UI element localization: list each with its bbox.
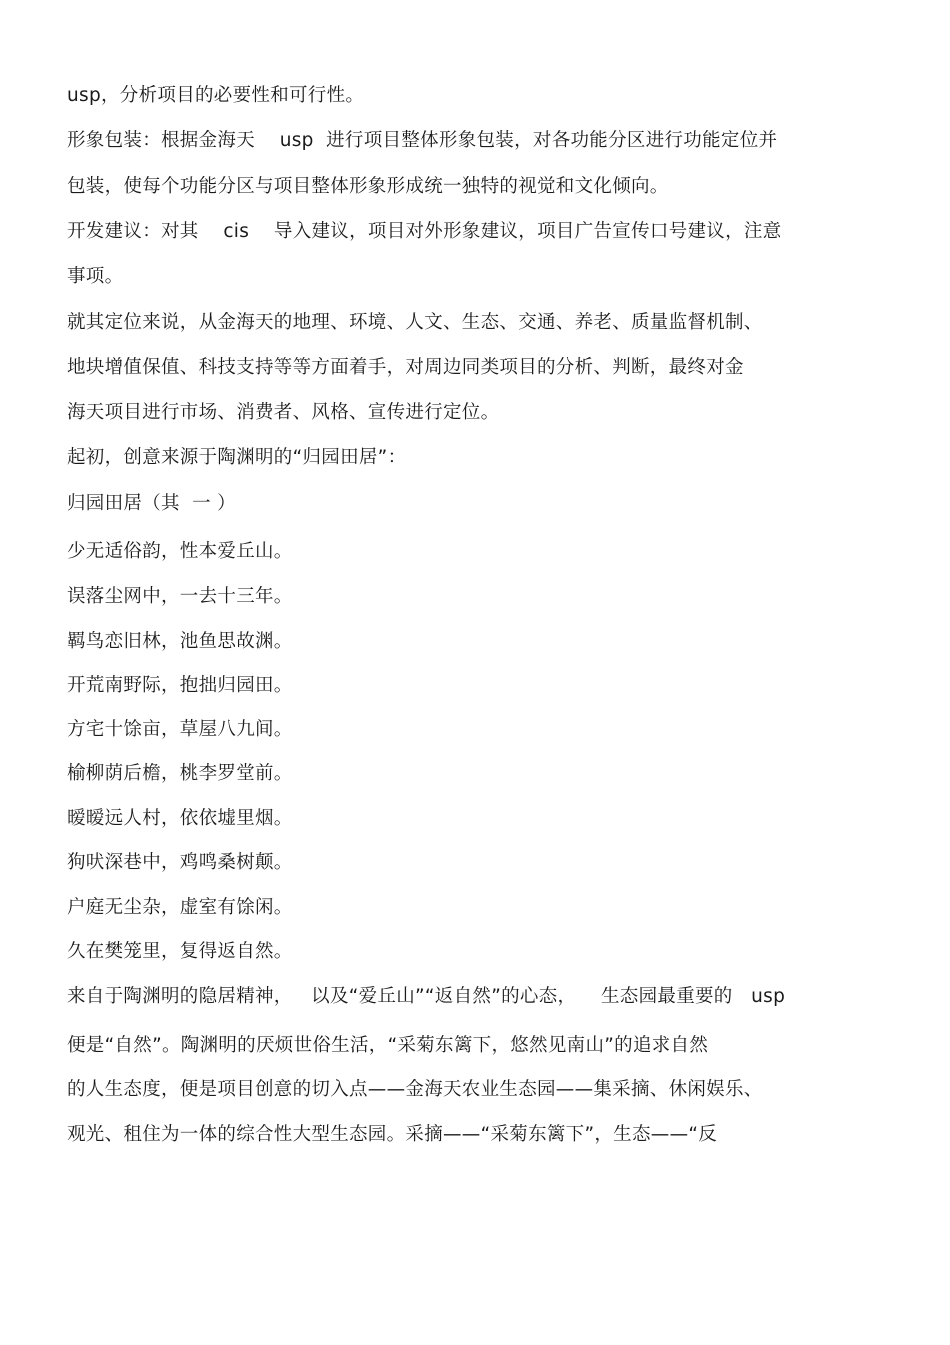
- text-line: 包装，使每个功能分区与项目整体形象形成统一独特的视觉和文化倾向。: [67, 176, 669, 197]
- text-line: usp，分析项目的必要性和可行性。: [67, 85, 365, 106]
- text-line: 起初，创意来源于陶渊明的“归园田居”：: [67, 447, 407, 468]
- poem-line: 久在樊笼里，复得返自然。: [67, 941, 293, 962]
- poem-line: 误落尘网中，一去十三年。: [67, 586, 293, 607]
- text-line: 观光、租住为一体的综合性大型生态园。采摘——“采菊东篱下”，生态——“反: [67, 1124, 718, 1145]
- text-line: 开发建议：对其 cis 导入建议，项目对外形象建议，项目广告宣传口号建议，注意: [67, 221, 782, 242]
- poem-line: 户庭无尘杂，虚室有馀闲。: [67, 897, 293, 918]
- text-line: 的人生态度，便是项目创意的切入点——金海天农业生态园——集采摘、休闲娱乐、: [67, 1079, 763, 1100]
- poem-line: 暧暧远人村，依依墟里烟。: [67, 808, 293, 829]
- poem-line: 方宅十馀亩，草屋八九间。: [67, 719, 293, 740]
- poem-title: 归园田居（其 一 ）: [67, 493, 236, 514]
- text-line: 海天项目进行市场、消费者、风格、宣传进行定位。: [67, 402, 500, 423]
- text-line: 形象包装：根据金海天 usp 进行项目整体形象包装，对各功能分区进行功能定位并: [67, 130, 778, 151]
- poem-line: 狗吠深巷中，鸡鸣桑树颠。: [67, 852, 293, 873]
- text-line: 就其定位来说，从金海天的地理、环境、人文、生态、交通、养老、质量监督机制、: [67, 312, 763, 333]
- text-line: 事项。: [67, 266, 124, 287]
- poem-line: 羁鸟恋旧林，池鱼思故渊。: [67, 631, 293, 652]
- poem-line: 少无适俗韵，性本爱丘山。: [67, 541, 293, 562]
- poem-line: 榆柳荫后檐，桃李罗堂前。: [67, 763, 293, 784]
- text-line: 地块增值保值、科技支持等等方面着手，对周边同类项目的分析、判断，最终对金: [67, 357, 744, 378]
- text-line: 便是“自然”。陶渊明的厌烦世俗生活，“采菊东篱下，悠然见南山”的追求自然: [67, 1035, 709, 1056]
- poem-line: 开荒南野际，抱拙归园田。: [67, 675, 293, 696]
- text-line: 来自于陶渊明的隐居精神， 以及“爱丘山”“返自然”的心态， 生态园最重要的 usp: [67, 986, 786, 1007]
